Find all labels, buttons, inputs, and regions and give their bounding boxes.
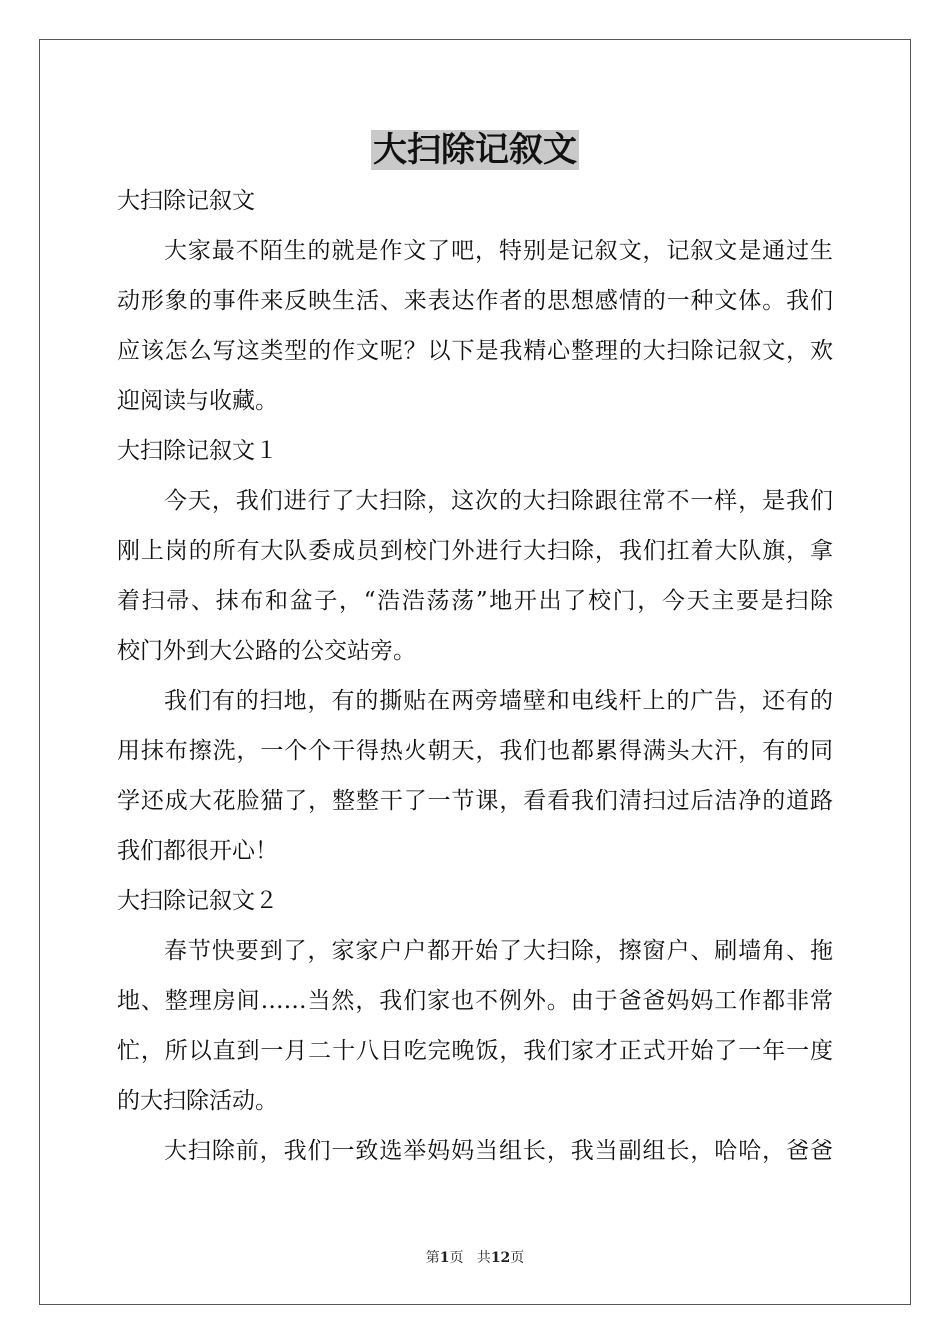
document-title: [0, 128, 950, 172]
paragraph-line: 的大扫除活动。: [117, 1088, 278, 1114]
paragraph-line: 学还成大花脸猫了，整整干了一节课，看看我们清扫过后洁净的道路: [117, 788, 833, 814]
paragraph-line: 动形象的事件来反映生活、来表达作者的思想感情的一种文体。我们: [117, 288, 833, 314]
footer-total-prefix: 共: [476, 1250, 491, 1266]
paragraph-line: 应该怎么写这类型的作文呢？以下是我精心整理的大扫除记叙文，欢: [117, 338, 833, 364]
footer-prefix: 第: [425, 1250, 440, 1266]
paragraph-line: 用抹布擦洗，一个个干得热火朝天，我们也都累得满头大汗，有的同: [117, 738, 833, 764]
paragraph-line: 刚上岗的所有大队委成员到校门外进行大扫除，我们扛着大队旗，拿: [117, 538, 833, 564]
footer-current-page: 1: [439, 1250, 450, 1266]
section-heading: 大扫除记叙文１: [117, 438, 278, 464]
footer-page-word: 页: [449, 1250, 464, 1266]
section-heading: 大扫除记叙文２: [117, 888, 278, 914]
paragraph-line: 大扫除前，我们一致选举妈妈当组长，我当副组长，哈哈，爸爸: [164, 1138, 833, 1164]
paragraph-line: 地、整理房间……当然，我们家也不例外。由于爸爸妈妈工作都非常: [117, 988, 833, 1014]
section-heading: 大扫除记叙文: [117, 188, 255, 214]
paragraph-line: 迎阅读与收藏。: [117, 388, 278, 414]
paragraph-line: 着扫帚、抹布和盆子，“浩浩荡荡”地开出了校门，今天主要是扫除: [117, 588, 833, 614]
paragraph-line: 春节快要到了，家家户户都开始了大扫除，擦窗户、刷墙角、拖: [164, 938, 833, 964]
paragraph-line: 今天，我们进行了大扫除，这次的大扫除跟往常不一样，是我们: [164, 488, 833, 514]
document-title-text: 大扫除记叙文: [373, 130, 577, 170]
paragraph-line: 我们有的扫地，有的撕贴在两旁墙壁和电线杆上的广告，还有的: [164, 688, 833, 714]
paragraph-line: 忙，所以直到一月二十八日吃完晚饭，我们家才正式开始了一年一度: [117, 1038, 833, 1064]
document-body: [117, 176, 833, 1176]
page-footer: [0, 1247, 950, 1267]
paragraph-line: 我们都很开心！: [117, 838, 278, 864]
paragraph-line: 校门外到大公路的公交站旁。: [117, 638, 416, 664]
footer-total-suffix: 页: [510, 1250, 525, 1266]
footer-total-pages: 12: [490, 1250, 511, 1266]
paragraph-line: 大家最不陌生的就是作文了吧，特别是记叙文，记叙文是通过生: [164, 238, 833, 264]
